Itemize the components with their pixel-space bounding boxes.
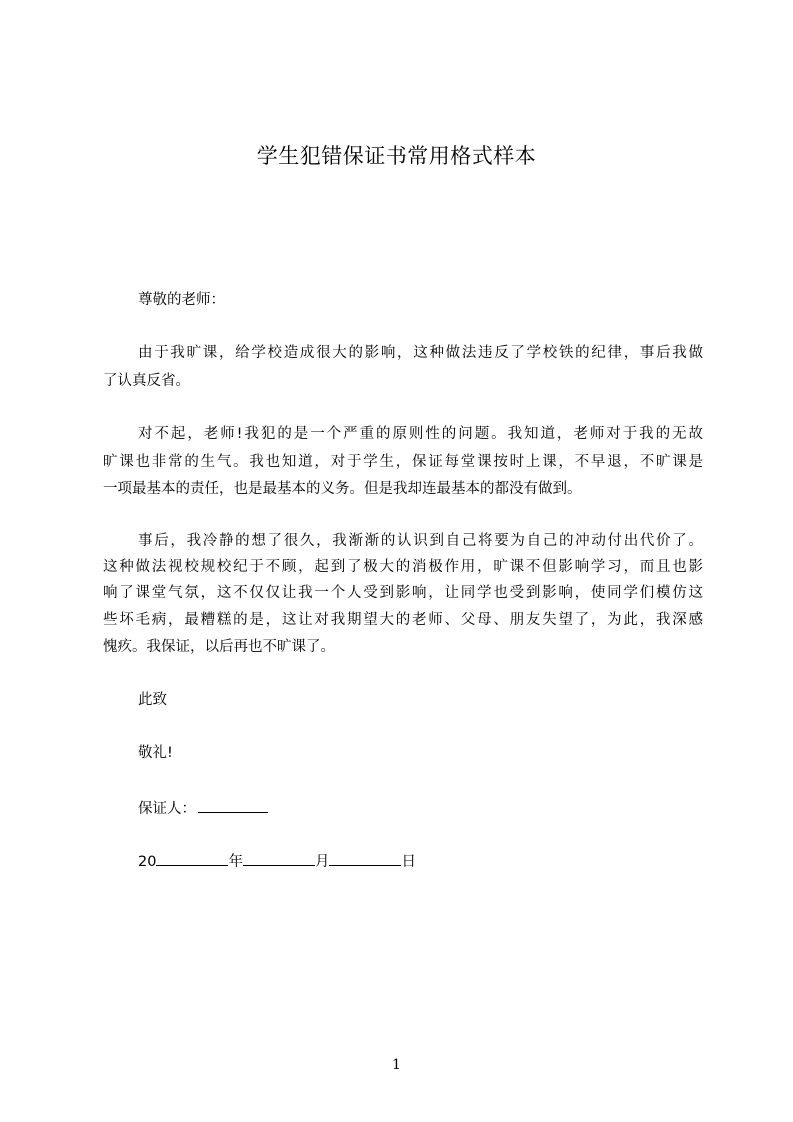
month-blank <box>243 851 315 866</box>
document-title: 学生犯错保证书常用格式样本 <box>256 144 537 168</box>
paragraph-2-line-1: 对不起，老师!我犯的是一个严重的原则性的问题。我知道，老师对于我的无故 <box>138 426 703 442</box>
paragraph-3-line-5: 愧疚。我保证，以后再也不旷课了。 <box>103 639 335 655</box>
paragraph-3-line-2: 这种做法视校规校纪于不顾，起到了极大的消极作用，旷课不但影响学习，而且也影 <box>103 559 703 575</box>
year-blank <box>156 851 228 866</box>
signature-blank <box>198 798 268 813</box>
paragraph-2-line-2: 旷课也非常的生气。我也知道，对于学生，保证每堂课按时上课，不早退，不旷课是 <box>103 454 703 470</box>
page-number: 1 <box>392 1057 401 1073</box>
signature-label: 保证人： <box>138 801 196 817</box>
paragraph-1-line-1: 由于我旷课，给学校造成很大的影响，这种做法违反了学校铁的纪律，事后我做 <box>138 345 703 361</box>
signature-line <box>138 798 703 819</box>
date-line <box>138 851 703 872</box>
paragraph-2-line-3: 一项最基本的责任，也是最基本的义务。但是我却连最基本的都没有做到。 <box>103 481 582 497</box>
paragraph-3-line-1: 事后，我冷静的想了很久，我渐渐的认识到自己将要为自己的冲动付出代价了。 <box>138 533 703 549</box>
salutation: 尊敬的老师： <box>138 292 225 308</box>
date-day-label: 日 <box>401 854 416 870</box>
day-blank <box>329 851 401 866</box>
paragraph-3-line-4: 些坏毛病，最糟糕的是，这让对我期望大的老师、父母、朋友失望了，为此，我深感 <box>103 612 703 628</box>
paragraph-1-line-2: 了认真反省。 <box>103 373 190 389</box>
regards: 敬礼! <box>138 745 173 761</box>
date-month-label: 月 <box>314 854 330 870</box>
date-year-prefix: 20 <box>138 854 157 870</box>
date-year-label: 年 <box>228 854 243 870</box>
paragraph-3-line-3: 响了课堂气氛，这不仅仅让我一个人受到影响，让同学也受到影响，使同学们模仿这 <box>103 585 703 601</box>
closing: 此致 <box>138 692 167 708</box>
